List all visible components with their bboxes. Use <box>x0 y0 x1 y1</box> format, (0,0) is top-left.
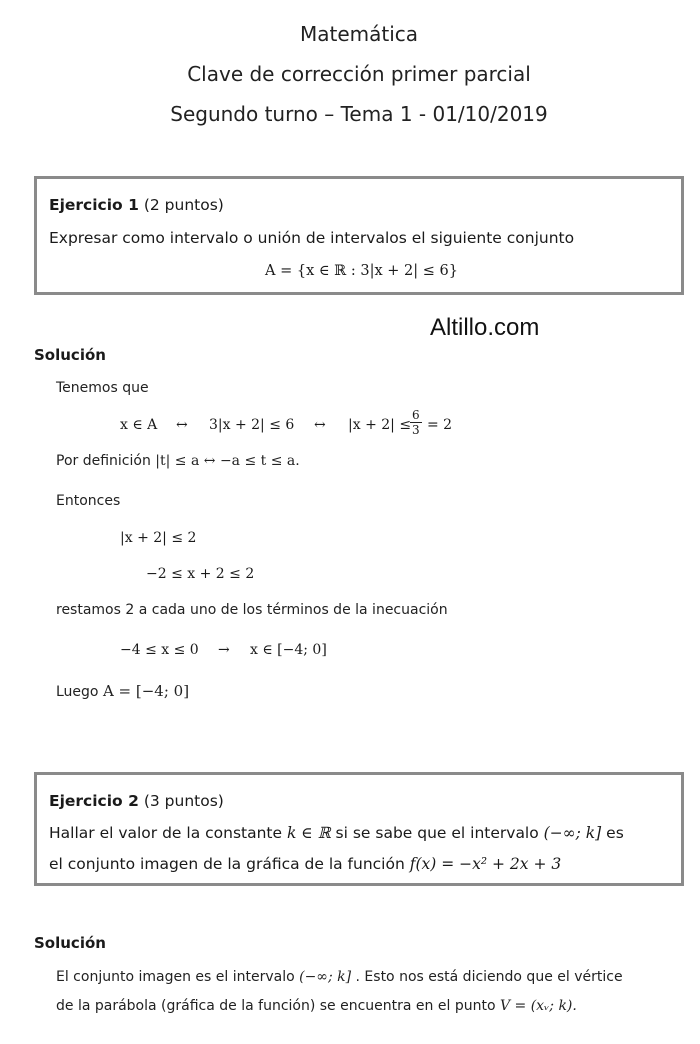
document-title: Matemática <box>299 22 419 46</box>
solution-1-intro: Tenemos que <box>56 380 149 396</box>
solution-2-line1 <box>56 969 623 985</box>
exercise-2-points: (3 puntos) <box>143 792 224 810</box>
exercise-1-label: Ejercicio 1 <box>49 196 139 214</box>
definition-formula: |t| ≤ a ↔ −a ≤ t ≤ a. <box>155 453 300 469</box>
solution-1-eq2: |x + 2| ≤ 2 <box>120 530 197 546</box>
watermark-logo: Altillo.com <box>430 314 540 341</box>
solution-2-line2 <box>56 998 577 1014</box>
solution-1-heading: Solución <box>34 346 106 364</box>
exercise-1-points: (2 puntos) <box>143 196 224 214</box>
solution-1-eq1-f: = 2 <box>427 417 453 433</box>
definition-label: Por definición <box>56 453 151 469</box>
statement-line2-function: f(x) = −x² + 2x + 3 <box>409 855 562 873</box>
exercise-1-statement: Expresar como intervalo o unión de intervalos el siguiente conjunto <box>49 229 575 247</box>
solution-1-eq1-fraction <box>410 408 422 437</box>
statement-text-b: si se sabe que el intervalo <box>335 824 539 842</box>
solution-1-eq4-c: x ∈ [−4; 0] <box>250 642 327 658</box>
solution-2-vertex: V = (xᵥ; k). <box>499 998 577 1014</box>
solution-1-eq4-a: −4 ≤ x ≤ 0 <box>120 642 199 658</box>
solution-1-eq3: −2 ≤ x + 2 ≤ 2 <box>146 566 255 582</box>
exercise-2-label: Ejercicio 2 <box>49 792 139 810</box>
exercise-1-box <box>34 176 684 295</box>
solution-1-eq1-arrow2: ↔ <box>314 417 326 433</box>
exercise-2-title <box>49 792 224 810</box>
solution-1-subtract-note: restamos 2 a cada uno de los términos de la inecuación <box>56 602 448 618</box>
solution-2-line2-text: de la parábola (gráfica de la función) se encuentra en el punto <box>56 998 496 1014</box>
fraction-denominator: 3 <box>412 423 420 437</box>
exercise-1-set: A = {x ∈ ℝ : 3|x + 2| ≤ 6} <box>265 263 458 279</box>
conclusion-formula: A = [−4; 0] <box>102 682 190 700</box>
statement-text-a: Hallar el valor de la constante <box>49 824 283 842</box>
document-date-line: Segundo turno – Tema 1 - 01/10/2019 <box>170 102 548 126</box>
exercise-1-title <box>49 196 224 214</box>
solution-1-eq1-a: x ∈ A <box>120 417 158 433</box>
solution-2-text-a: El conjunto imagen es el intervalo <box>56 969 295 985</box>
exercise-2-box <box>34 772 684 886</box>
solution-1-eq1-e: |x + 2| ≤ <box>348 417 412 433</box>
solution-1-eq1-c: 3|x + 2| ≤ 6 <box>209 417 295 433</box>
exercise-2-statement-line2 <box>49 855 561 873</box>
statement-line2-text: el conjunto imagen de la gráfica de la función <box>49 855 405 873</box>
statement-math-interval: (−∞; k] <box>543 824 602 842</box>
solution-2-text-b: . Esto nos está diciendo que el vértice <box>355 969 623 985</box>
solution-2-interval: (−∞; k] <box>299 969 352 985</box>
fraction-numerator: 6 <box>412 408 420 422</box>
solution-1-then: Entonces <box>56 493 121 509</box>
statement-math-k: k ∈ ℝ <box>286 824 331 842</box>
solution-1-eq4-arrow: → <box>218 642 230 658</box>
solution-2-heading: Solución <box>34 934 106 952</box>
document-subtitle: Clave de corrección primer parcial <box>187 62 531 86</box>
solution-1-definition <box>56 453 300 469</box>
solution-1-conclusion <box>56 682 189 700</box>
solution-1-eq1-arrow1: ↔ <box>176 417 188 433</box>
statement-text-c: es <box>606 824 624 842</box>
exercise-2-statement-line1 <box>49 824 624 842</box>
conclusion-label: Luego <box>56 684 99 700</box>
